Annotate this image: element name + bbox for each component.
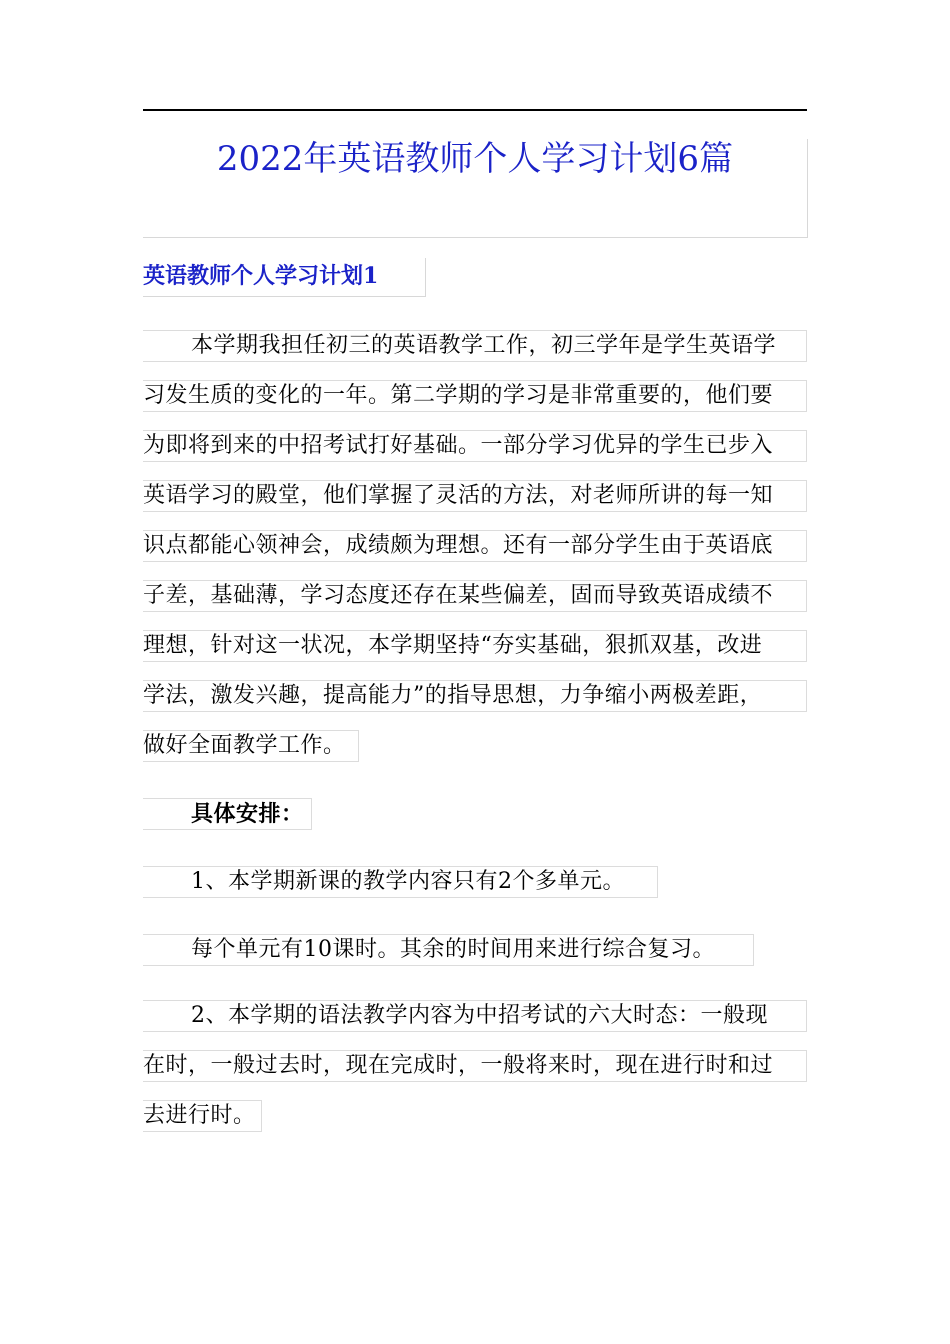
list-item-line: 去进行时。: [143, 1100, 262, 1132]
title-box: [143, 139, 808, 238]
paragraph-line: 习发生质的变化的一年。第二学期的学习是非常重要的，他们要: [143, 380, 807, 412]
paragraph-line: 为即将到来的中招考试打好基础。一部分学习优异的学生已步入: [143, 430, 807, 462]
document-title: 2022年英语教师个人学习计划6篇: [216, 139, 734, 179]
paragraph-line: 本学期我担任初三的英语教学工作，初三学年是学生英语学: [143, 330, 807, 362]
arrangement-label: 具体安排：: [143, 798, 312, 830]
paragraph-line: 英语学习的殿堂，他们掌握了灵活的方法，对老师所讲的每一知: [143, 480, 807, 512]
list-item-line: 每个单元有10课时。其余的时间用来进行综合复习。: [143, 934, 754, 966]
list-item-line: 2、本学期的语法教学内容为中招考试的六大时态：一般现: [143, 1000, 807, 1032]
paragraph-line: 子差，基础薄，学习态度还存在某些偏差，固而导致英语成绩不: [143, 580, 807, 612]
paragraph-line: 理想，针对这一状况，本学期坚持“夯实基础，狠抓双基，改进: [143, 630, 807, 662]
list-item-line: 在时，一般过去时，现在完成时，一般将来时，现在进行时和过: [143, 1050, 807, 1082]
paragraph-line: 学法，激发兴趣，提高能力”的指导思想，力争缩小两极差距，: [143, 680, 807, 712]
paragraph-line: 做好全面教学工作。: [143, 730, 359, 762]
section-heading: 英语教师个人学习计划1: [143, 258, 426, 297]
header-rule: [143, 109, 807, 111]
list-item-line: 1、本学期新课的教学内容只有2个多单元。: [143, 866, 658, 898]
paragraph-line: 识点都能心领神会，成绩颇为理想。还有一部分学生由于英语底: [143, 530, 807, 562]
